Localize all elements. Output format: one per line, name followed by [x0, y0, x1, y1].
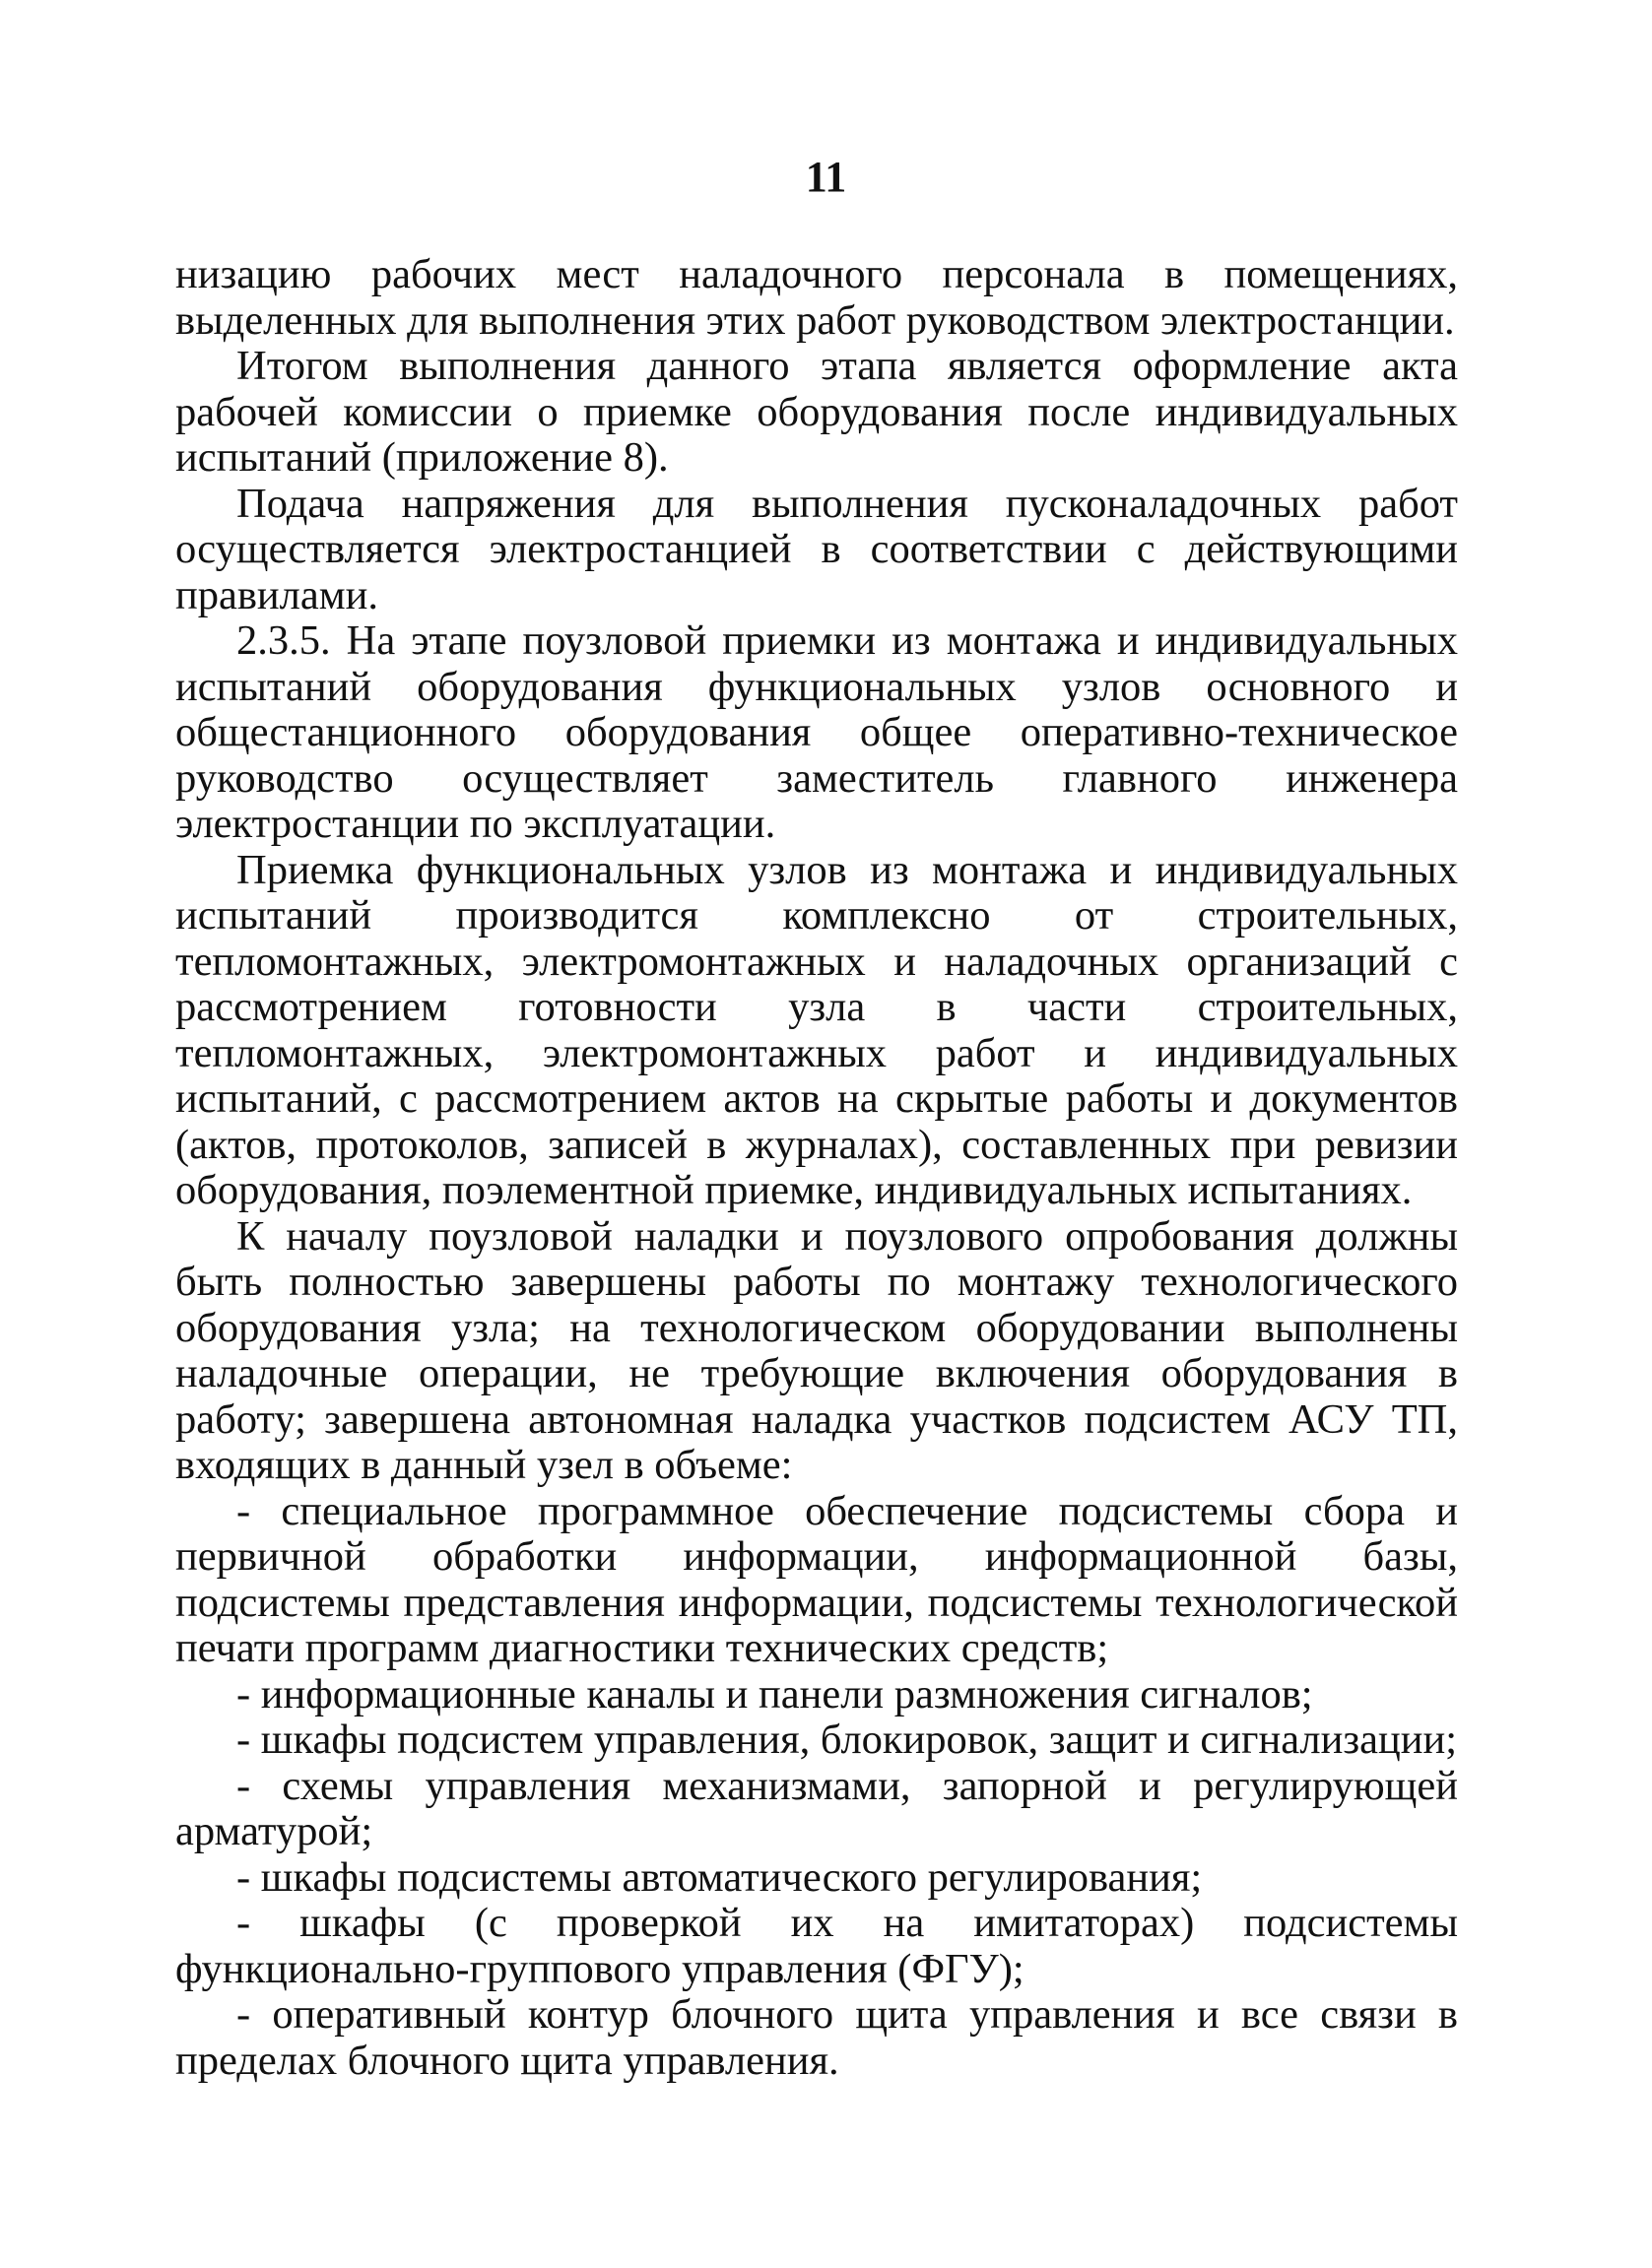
list-item: - оперативный контур блочного щита управления и все связи в пределах блочного щита управления. — [175, 1991, 1458, 2084]
list-item: - информационные каналы и панели размножения сигналов; — [236, 1670, 1313, 1717]
body-text — [175, 252, 1458, 2084]
page-number: 11 — [805, 153, 847, 201]
paragraph-commissioning-start: К началу поузловой наладки и поузлового опробования должны быть полностью завершены работы по монтажу технологического оборудования узла; на технологическом оборудовании выполнены наладочные операции, не требующие включения оборудования в работу; завершена автономная наладка участков подсистем АСУ ТП, входящих в данный узел в объеме: — [175, 1212, 1458, 1488]
paragraph-section-2-3-5: 2.3.5. На этапе поузловой приемки из монтажа и индивидуальных испытаний оборудования функциональных узлов основного и общестанционного оборудования общее оперативно-техническое руководство осуществляет заместитель главного инженера электростанции по эксплуатации. — [175, 617, 1458, 847]
list-item: - шкафы (с проверкой их на имитаторах) подсистемы функционально-группового управления (ФГУ); — [175, 1900, 1458, 1992]
paragraph-voltage-supply: Подача напряжения для выполнения пусконаладочных работ осуществляется электростанцией в соответствии с действующими правилами. — [175, 480, 1458, 618]
list-item: - шкафы подсистем управления, блокировок, защит и сигнализации; — [236, 1717, 1458, 1763]
list-item: - шкафы подсистемы автоматического регулирования; — [236, 1853, 1203, 1901]
paragraph-acceptance: Приемка функциональных узлов из монтажа и индивидуальных испытаний производится комплексно от строительных, тепломонтажных, электромонтажных и наладочных организаций с рассмотрением готовности узла в части строительных, тепломонтажных, электромонтажных работ и индивидуальных испытаний, с рассмотрением актов на скрытые работы и документов (актов, протоколов, записей в журналах), составленных при ревизии оборудования, поэлементной приемке, индивидуальных испытаниях. — [175, 846, 1458, 1213]
paragraph-stage-result: Итогом выполнения данного этапа является оформление акта рабочей комиссии о приемке оборудования после индивидуальных испытаний (приложение 8). — [175, 343, 1458, 481]
paragraph-continuation: низацию рабочих мест наладочного персонала в помещениях, выделенных для выполнения этих работ руководством электростанции. — [175, 251, 1458, 344]
list-item: - схемы управления механизмами, запорной и регулирующей арматурой; — [175, 1762, 1458, 1854]
list-item: - специальное программное обеспечение подсистемы сбора и первичной обработки информации, информационной базы, подсистемы представления информации, подсистемы технологической печати программ диагностики технических средств; — [175, 1487, 1458, 1671]
